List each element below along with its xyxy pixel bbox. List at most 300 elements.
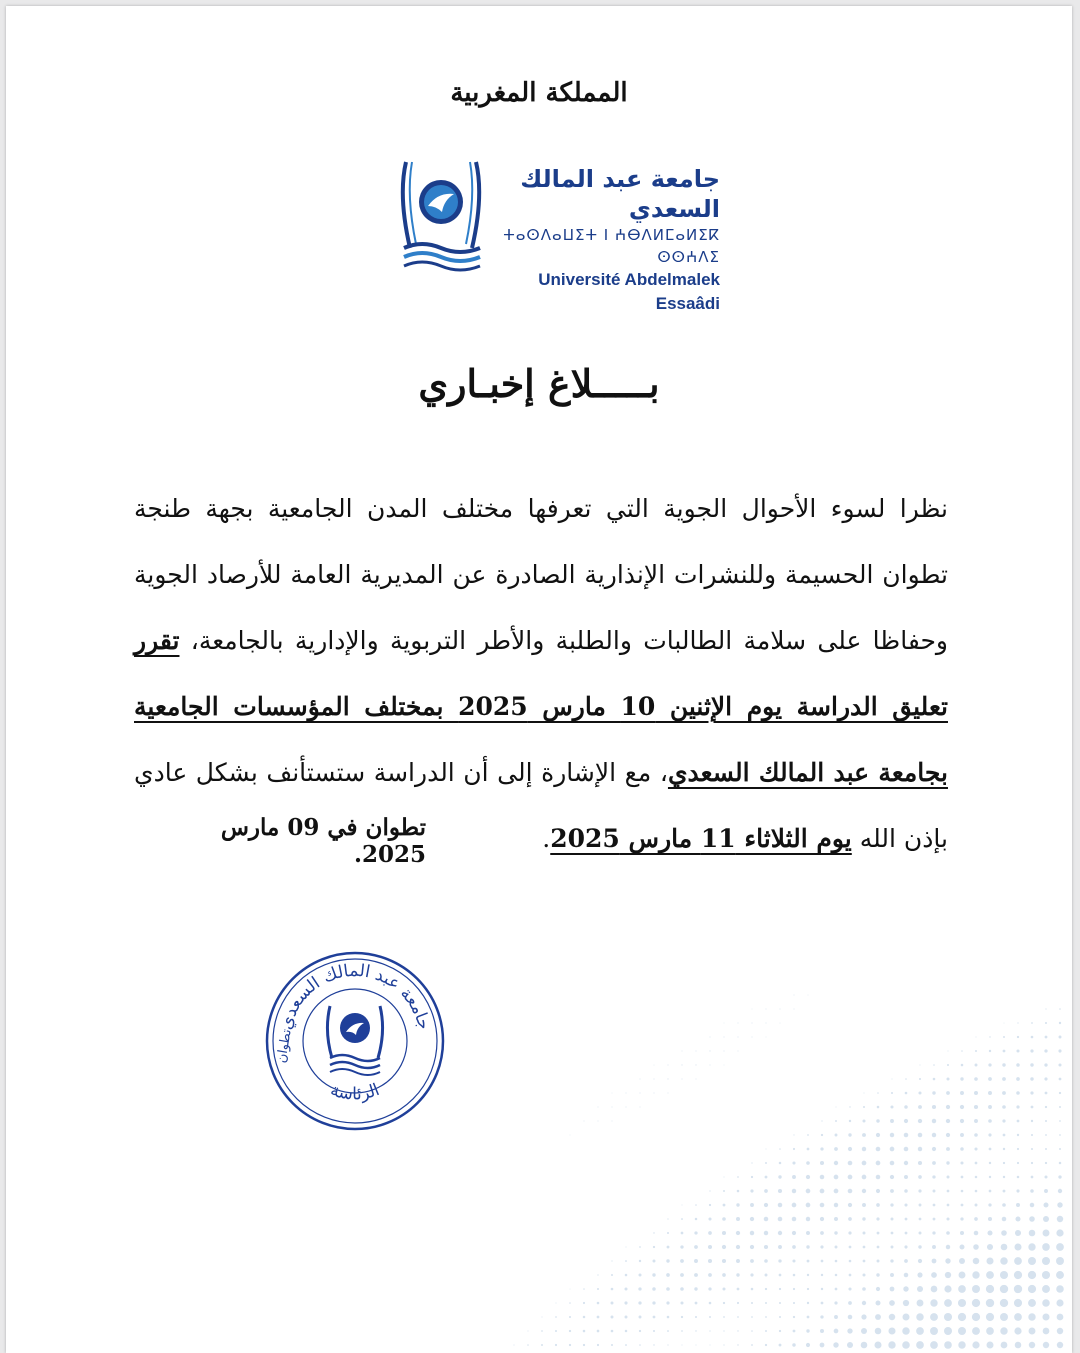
decor-dot <box>751 1330 753 1332</box>
decor-dot <box>904 1259 908 1263</box>
decor-dot <box>988 1063 991 1066</box>
decor-dot <box>933 1064 935 1066</box>
decor-dot <box>611 1274 613 1276</box>
decor-dot <box>779 1148 781 1150</box>
decor-dot <box>861 1342 868 1349</box>
decor-dot <box>876 1273 879 1276</box>
decor-dot <box>976 1037 977 1038</box>
decor-dot <box>986 1341 993 1348</box>
decor-dot <box>723 1316 725 1318</box>
stamp-bottom-text: الرئاسة <box>327 1079 383 1105</box>
decor-dot <box>849 1120 851 1122</box>
decor-dot <box>668 1093 669 1094</box>
decor-dot <box>793 1302 795 1304</box>
university-stamp <box>260 946 450 1136</box>
decor-dot <box>1000 1313 1008 1321</box>
decor-dot <box>751 1344 753 1346</box>
decor-dot <box>710 1037 711 1038</box>
decor-dot <box>723 1190 725 1192</box>
decor-dot <box>1059 1008 1061 1010</box>
decor-dot <box>1044 1063 1047 1066</box>
decor-dot <box>890 1287 895 1292</box>
decor-dot <box>570 1135 571 1136</box>
decor-dot <box>653 1078 654 1079</box>
decor-dot <box>611 1344 613 1346</box>
decor-dot <box>945 1272 951 1278</box>
decor-dot <box>932 1091 935 1094</box>
decor-dot <box>792 1189 796 1193</box>
decor-dot <box>1045 1120 1047 1122</box>
decor-dot <box>1014 1285 1022 1293</box>
decor-dot <box>1059 1078 1062 1081</box>
decor-dot <box>972 1271 979 1278</box>
decor-dot <box>792 1245 796 1249</box>
decor-dot <box>1044 1049 1047 1052</box>
decor-dot <box>653 1232 654 1233</box>
decor-dot <box>946 1231 950 1235</box>
decor-dot <box>988 1105 992 1109</box>
decor-dot <box>988 1091 992 1095</box>
decor-dot <box>848 1189 853 1194</box>
decor-dot <box>1042 1285 1050 1293</box>
decor-dot <box>737 1330 738 1331</box>
decor-dot <box>764 1203 768 1207</box>
decor-dot <box>919 1232 922 1235</box>
decor-dot <box>724 1065 725 1066</box>
decor-dot <box>736 1259 740 1263</box>
decor-dot <box>849 1106 850 1107</box>
decor-dot <box>874 1341 881 1348</box>
decor-dot <box>765 1274 768 1277</box>
decor-dot <box>1028 1257 1036 1265</box>
decor-dot <box>569 1316 571 1318</box>
decor-dot <box>989 1050 991 1052</box>
decor-dot <box>765 1344 767 1346</box>
decor-dot <box>738 1023 739 1024</box>
decor-dot <box>916 1313 924 1321</box>
decor-dot <box>989 1036 990 1037</box>
decor-dot <box>1030 1091 1033 1094</box>
decor-dot <box>625 1106 626 1107</box>
decor-dot <box>891 1232 894 1235</box>
decor-dot <box>848 1161 853 1166</box>
decor-dot <box>834 1189 839 1194</box>
decor-dot <box>834 1175 839 1180</box>
decor-dot <box>750 1203 754 1207</box>
decor-dot <box>890 1259 893 1262</box>
decor-dot <box>638 1287 641 1290</box>
decor-dot <box>876 1203 880 1207</box>
decor-dot <box>737 1176 739 1178</box>
decor-dot <box>723 1050 724 1051</box>
decor-dot <box>1042 1243 1050 1251</box>
decor-dot <box>667 1218 668 1219</box>
decor-dot <box>1028 1271 1036 1279</box>
decor-dot <box>1042 1257 1050 1265</box>
decor-dot <box>835 1274 838 1277</box>
decor-dot <box>764 1217 769 1222</box>
decor-dot <box>888 1341 895 1348</box>
decor-dot <box>835 1246 838 1249</box>
decor-dot <box>722 1231 726 1235</box>
decor-dot <box>862 1287 866 1291</box>
decor-dot <box>666 1301 669 1304</box>
decor-dot <box>1014 1257 1022 1265</box>
decor-dot <box>932 1161 936 1165</box>
decor-dot <box>750 1189 753 1192</box>
decor-dot <box>1045 1008 1046 1009</box>
decor-dot <box>862 1161 867 1166</box>
decor-dot <box>960 1231 964 1235</box>
decor-dot <box>625 1288 628 1291</box>
decor-dot <box>667 1078 668 1079</box>
decor-dot <box>986 1299 994 1307</box>
decor-dot <box>904 1245 907 1248</box>
decor-dot <box>904 1175 908 1179</box>
decor-dot <box>903 1286 908 1291</box>
decor-dot <box>1030 1203 1035 1208</box>
decor-dot <box>862 1147 866 1151</box>
decor-dot <box>764 1189 768 1193</box>
decor-dot <box>1045 1022 1047 1024</box>
decor-dot <box>946 1161 949 1164</box>
decor-dot <box>958 1285 966 1293</box>
decor-dot <box>987 1244 993 1250</box>
decor-dot <box>1056 1229 1063 1236</box>
decor-dot <box>1003 1176 1005 1178</box>
decor-dot <box>792 1203 797 1208</box>
decor-dot <box>765 1176 768 1179</box>
decor-dot <box>821 1120 822 1121</box>
decor-dot <box>919 1218 922 1221</box>
decor-dot <box>820 1175 825 1180</box>
decor-dot <box>792 1343 795 1346</box>
decor-dot <box>946 1245 950 1249</box>
decor-dot <box>876 1133 880 1137</box>
decor-dot <box>640 1079 641 1080</box>
decor-dot <box>918 1175 922 1179</box>
decor-dot <box>989 1162 991 1164</box>
decor-dot <box>946 1119 950 1123</box>
decor-dot <box>834 1315 838 1319</box>
decor-dot <box>876 1189 880 1193</box>
decor-dot <box>918 1161 922 1165</box>
decor-dot <box>652 1287 656 1291</box>
decor-dot <box>709 1316 711 1318</box>
decor-dot <box>986 1313 994 1321</box>
decor-dot <box>974 1077 978 1081</box>
decor-dot <box>555 1330 557 1332</box>
decor-dot <box>709 1064 710 1065</box>
decor-dot <box>1014 1313 1022 1321</box>
decor-dot <box>931 1286 938 1293</box>
decor-dot <box>1045 1106 1047 1108</box>
decor-dot <box>876 1147 881 1152</box>
decor-dot <box>1016 1063 1020 1067</box>
decor-dot <box>1031 1120 1033 1122</box>
decor-dot <box>723 1330 724 1331</box>
decor-dot <box>1031 1176 1034 1179</box>
decor-dot <box>736 1245 740 1249</box>
decor-dot <box>709 1330 710 1331</box>
decor-dot <box>1043 1216 1049 1222</box>
decor-dot <box>987 1230 992 1235</box>
decor-dot <box>513 1344 514 1345</box>
decor-dot <box>639 1330 641 1332</box>
decor-dot <box>919 1064 920 1065</box>
decor-dot <box>808 995 809 996</box>
decor-dot <box>695 1064 696 1065</box>
decor-dot <box>930 1341 938 1349</box>
decor-dot <box>793 1316 795 1318</box>
decor-dot <box>1002 1203 1006 1207</box>
decor-dot <box>638 1301 641 1304</box>
decor-dot <box>681 1218 683 1220</box>
decor-dot <box>780 1023 781 1024</box>
decor-dot <box>917 1272 922 1277</box>
decor-dot <box>834 1147 838 1151</box>
decor-dot <box>611 1260 612 1261</box>
decor-dot <box>680 1245 683 1248</box>
decor-dot <box>1043 1328 1050 1335</box>
decor-dot <box>930 1299 937 1306</box>
decor-dot <box>1059 1036 1062 1039</box>
decor-dot <box>919 1204 922 1207</box>
decor-dot <box>1030 1077 1033 1080</box>
decor-dot <box>638 1273 641 1276</box>
decor-dot <box>862 1217 865 1220</box>
decor-dot <box>1056 1271 1064 1279</box>
decor-dot <box>807 1274 809 1276</box>
decor-dot <box>736 1273 739 1276</box>
decor-dot <box>1014 1271 1022 1279</box>
decor-dot <box>1003 1162 1005 1164</box>
decor-dot <box>1016 1077 1020 1081</box>
decor-dot <box>766 1009 767 1010</box>
decor-dot <box>973 1258 980 1265</box>
decor-dot <box>667 1330 669 1332</box>
decor-dot <box>972 1341 979 1348</box>
decor-dot <box>975 1162 978 1165</box>
decor-dot <box>905 1232 908 1235</box>
decor-dot <box>806 1343 810 1347</box>
decor-dot <box>737 1190 740 1193</box>
decor-dot <box>1058 1049 1061 1052</box>
decor-dot <box>888 1327 895 1334</box>
decor-dot <box>835 1288 838 1291</box>
decor-dot <box>820 1161 824 1165</box>
decor-dot <box>654 1065 655 1066</box>
decor-dot <box>695 1204 697 1206</box>
decor-dot <box>779 1162 782 1165</box>
logo-wordmark <box>480 164 720 316</box>
decor-dot <box>932 1133 936 1137</box>
decor-dot <box>527 1344 529 1346</box>
decor-dot <box>724 1023 725 1024</box>
decor-dot <box>1058 1063 1061 1066</box>
decor-dot <box>972 1313 980 1321</box>
decor-dot <box>1014 1299 1022 1307</box>
decor-dot <box>905 1218 908 1221</box>
decor-dot <box>848 1203 852 1207</box>
decor-dot <box>863 1106 865 1108</box>
decor-dot <box>792 1259 795 1262</box>
logo-tifinagh-name: ⵜⴰⵙⴷⴰⵡⵉⵜ ⵏ ⵄⴱⴷⵍⵎⴰⵍⵉⴽ ⵙⵙⵄⴷⵉ <box>503 226 720 266</box>
decor-dot <box>750 1217 754 1221</box>
decor-dot <box>876 1119 879 1122</box>
decor-dot <box>806 1329 809 1332</box>
dateline: تطوان في 09 مارس 2025. <box>220 814 426 868</box>
decor-dot <box>666 1273 670 1277</box>
decor-dot <box>1017 1148 1019 1150</box>
decor-dot <box>960 1077 963 1080</box>
decor-dot <box>960 1119 964 1123</box>
decor-dot <box>793 1288 795 1290</box>
decor-dot <box>916 1341 924 1349</box>
decor-dot <box>931 1272 937 1278</box>
decor-dot <box>625 1274 628 1277</box>
decor-dot <box>975 1204 978 1207</box>
decor-dot <box>694 1231 697 1234</box>
decor-dot <box>625 1092 626 1093</box>
stamp-emblem-icon <box>327 1006 382 1075</box>
decor-dot <box>766 1037 767 1038</box>
decor-dot <box>849 1260 852 1263</box>
decor-dot <box>1028 1313 1035 1320</box>
decor-dot <box>611 1330 614 1333</box>
decor-dot <box>736 1203 739 1206</box>
decor-dot <box>653 1344 654 1345</box>
decor-dot <box>904 1119 908 1123</box>
decor-dot <box>862 1133 866 1137</box>
decor-dot <box>778 1203 783 1208</box>
decor-dot <box>1014 1327 1021 1334</box>
decor-dot <box>876 1175 881 1180</box>
decor-dot <box>766 1149 767 1150</box>
decor-dot <box>778 1259 781 1262</box>
decor-dot <box>723 1176 724 1177</box>
decor-dot <box>778 1217 783 1222</box>
decor-dot <box>709 1344 710 1345</box>
decor-dot <box>792 1161 795 1164</box>
decor-dot <box>1042 1271 1050 1279</box>
decor-dot <box>904 1273 909 1278</box>
decor-dot <box>1056 1285 1064 1293</box>
decor-dot <box>625 1316 628 1319</box>
decor-dot <box>973 1244 979 1250</box>
decor-dot <box>779 1316 781 1318</box>
decor-dot <box>779 1330 781 1332</box>
decor-dot <box>820 1231 824 1235</box>
decor-dot <box>946 1105 950 1109</box>
decor-dot <box>750 1245 754 1249</box>
decor-dot <box>1058 1175 1061 1178</box>
decor-dot <box>1059 1134 1061 1136</box>
decor-dot <box>1056 1299 1063 1306</box>
decor-dot <box>1015 1216 1020 1221</box>
decor-dot <box>1029 1216 1035 1222</box>
decor-dot <box>1059 1106 1061 1108</box>
decor-dot <box>975 1176 978 1179</box>
decor-dot <box>946 1147 950 1151</box>
decor-dot <box>944 1313 952 1321</box>
decor-dot <box>972 1327 980 1335</box>
decor-dot <box>821 1274 823 1276</box>
decor-dot <box>751 1316 753 1318</box>
decor-dot <box>737 1302 739 1304</box>
decor-dot <box>1031 1036 1034 1039</box>
decor-dot <box>806 1217 810 1221</box>
decor-dot <box>960 1161 963 1164</box>
decor-dot <box>1017 1036 1019 1038</box>
decor-dot <box>958 1299 966 1307</box>
decor-dot <box>891 1092 893 1094</box>
decor-dot <box>779 1274 782 1277</box>
decor-dot <box>1045 1176 1048 1179</box>
decor-dot <box>695 1218 698 1221</box>
decor-dot <box>708 1217 711 1220</box>
decor-dot <box>1045 1162 1047 1164</box>
decor-dot <box>834 1301 837 1304</box>
decor-dot <box>864 1093 865 1094</box>
decor-dot <box>944 1327 952 1335</box>
decor-dot <box>752 1009 753 1010</box>
decor-dot <box>764 1231 768 1235</box>
decor-dot <box>890 1175 894 1179</box>
decor-dot <box>807 1316 810 1319</box>
resume-date: يوم الثلاثاء 11 مارس 2025 <box>550 824 852 853</box>
decor-dot <box>708 1259 712 1263</box>
decor-dot <box>653 1330 655 1332</box>
decor-dot <box>541 1316 542 1317</box>
decor-dot <box>932 1175 935 1178</box>
decor-dot <box>653 1246 655 1248</box>
decor-dot <box>696 1345 697 1346</box>
decor-dot <box>974 1105 978 1109</box>
decor-dot <box>918 1133 923 1138</box>
decor-dot <box>974 1231 979 1236</box>
decor-dot <box>652 1273 655 1276</box>
decor-dot <box>696 1079 697 1080</box>
document-page <box>6 6 1072 1353</box>
decor-dot <box>834 1217 838 1221</box>
decor-dot <box>918 1189 921 1192</box>
decor-dot <box>821 1260 824 1263</box>
decor-dot <box>794 995 795 996</box>
stamp-side-text: تطوان <box>274 1027 295 1065</box>
decor-dot <box>1001 1244 1008 1251</box>
decor-dot <box>862 1189 866 1193</box>
decor-dot <box>989 1148 992 1151</box>
logo-french-name: Université Abdelmalek Essaâdi <box>538 270 720 313</box>
decor-dot <box>682 1205 683 1206</box>
decor-dot <box>736 1217 740 1221</box>
decor-dot <box>862 1203 866 1207</box>
decor-dot <box>891 1246 894 1249</box>
decor-dot <box>877 1092 879 1094</box>
decor-dot <box>569 1330 571 1332</box>
decor-dot <box>1056 1257 1064 1265</box>
decor-dot <box>681 1330 683 1332</box>
decor-dot <box>917 1286 923 1292</box>
decor-dot <box>988 1203 991 1206</box>
decor-dot <box>806 1245 809 1248</box>
decor-dot <box>932 1259 937 1264</box>
decor-dot <box>836 1107 837 1108</box>
decor-dot <box>765 1302 767 1304</box>
decor-dot <box>1057 1328 1063 1334</box>
decor-dot <box>806 1175 810 1179</box>
